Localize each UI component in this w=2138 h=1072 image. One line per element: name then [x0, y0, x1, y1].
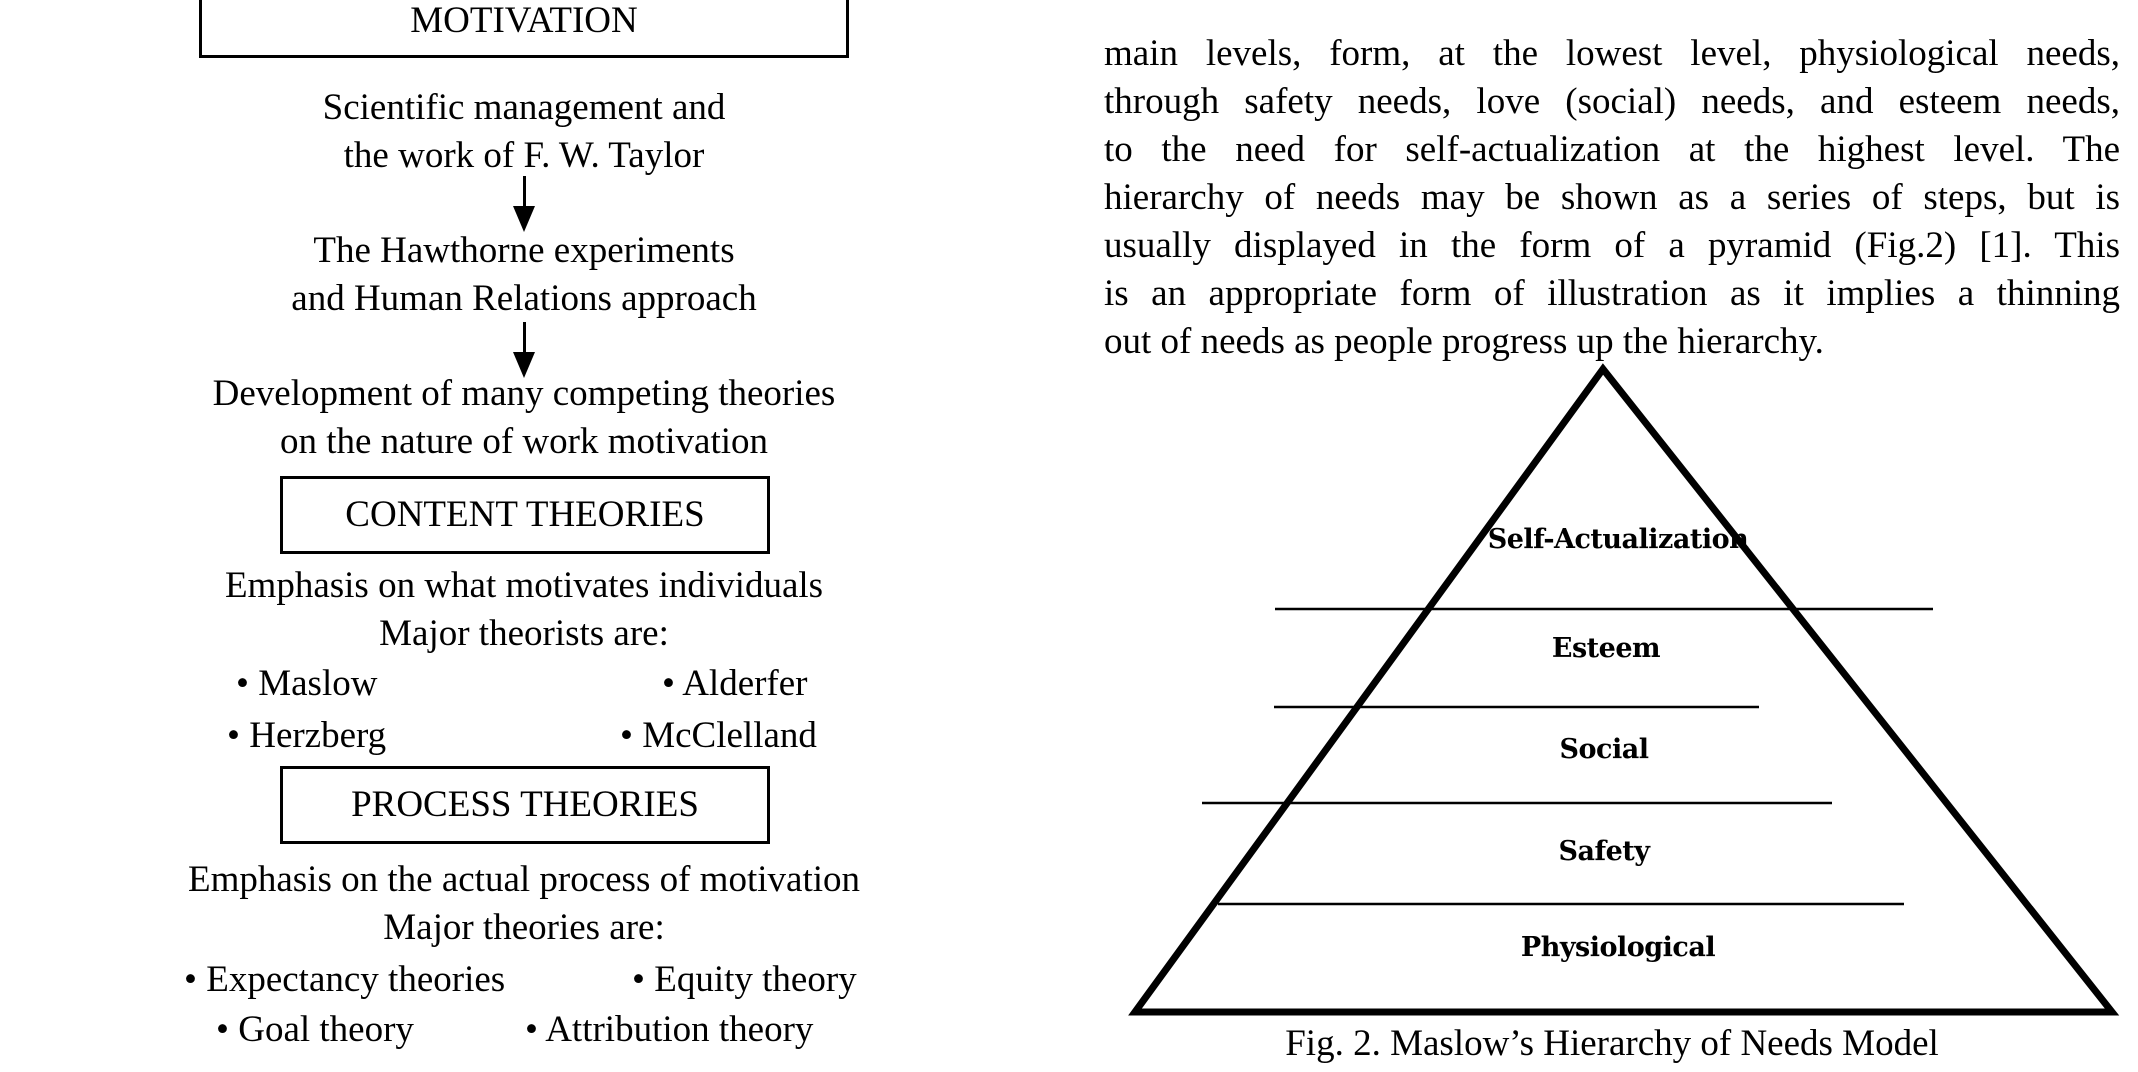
theorist-herzberg: • Herzberg	[227, 715, 387, 756]
process-theories-title: PROCESS THEORIES	[351, 784, 699, 825]
bullet-icon: •	[662, 663, 675, 704]
figure-caption: Fig. 2. Maslow’s Hierarchy of Needs Model	[1285, 1023, 1939, 1064]
content-theories-title: CONTENT THEORIES	[345, 494, 705, 535]
bullet-icon: •	[632, 959, 645, 1000]
stage-hawthorne: The Hawthorne experiments and Human Relations approach	[291, 230, 757, 319]
level-physiological: Physiological	[1520, 932, 1716, 963]
paragraph-line: to the need for self-actualization at the highest level. The	[1104, 129, 2120, 170]
stage-competing-theories: Development of many competing theories on the nature of work motivation	[212, 373, 836, 462]
bullet-icon: •	[216, 1009, 229, 1050]
theorist-maslow: • Maslow	[236, 663, 378, 704]
bullet-icon: •	[236, 663, 249, 704]
paragraph-line: is an appropriate form of illustration as it implies a thinning	[1104, 273, 2120, 314]
process-theories-description: Emphasis on the actual process of motivation Major theories are:	[187, 859, 861, 948]
level-social: Social	[1559, 734, 1649, 765]
paragraph-line: through safety needs, love (social) needs, and esteem needs,	[1104, 81, 2120, 122]
paragraph-line: main levels, form, at the lowest level, physiological needs,	[1104, 33, 2120, 74]
content-theories-description: Emphasis on what motivates individuals Major theorists are:	[224, 565, 824, 654]
bullet-icon: •	[227, 715, 240, 756]
level-safety: Safety	[1558, 836, 1650, 867]
paragraph-line: usually displayed in the form of a pyramid (Fig.2) [1]. This	[1104, 225, 2120, 266]
theory-attribution: • Attribution theory	[525, 1009, 814, 1050]
theory-equity: • Equity theory	[632, 959, 857, 1000]
stage-scientific-management: Scientific management and the work of F. W. Taylor	[322, 87, 726, 176]
level-self-actualization: Self-Actualization	[1487, 524, 1749, 555]
motivation-title: MOTIVATION	[410, 0, 638, 41]
paragraph-line: hierarchy of needs may be shown as a series of steps, but is	[1104, 177, 2120, 218]
bullet-icon: •	[620, 715, 633, 756]
theorist-mcclelland: • McClelland	[620, 715, 817, 756]
bullet-icon: •	[184, 959, 197, 1000]
theory-expectancy: • Expectancy theories	[184, 959, 506, 1000]
theorist-alderfer: • Alderfer	[662, 663, 808, 704]
bullet-icon: •	[525, 1009, 538, 1050]
theory-goal: • Goal theory	[216, 1009, 414, 1050]
level-esteem: Esteem	[1551, 633, 1661, 664]
paragraph-line: out of needs as people progress up the hierarchy.	[1104, 321, 1824, 362]
